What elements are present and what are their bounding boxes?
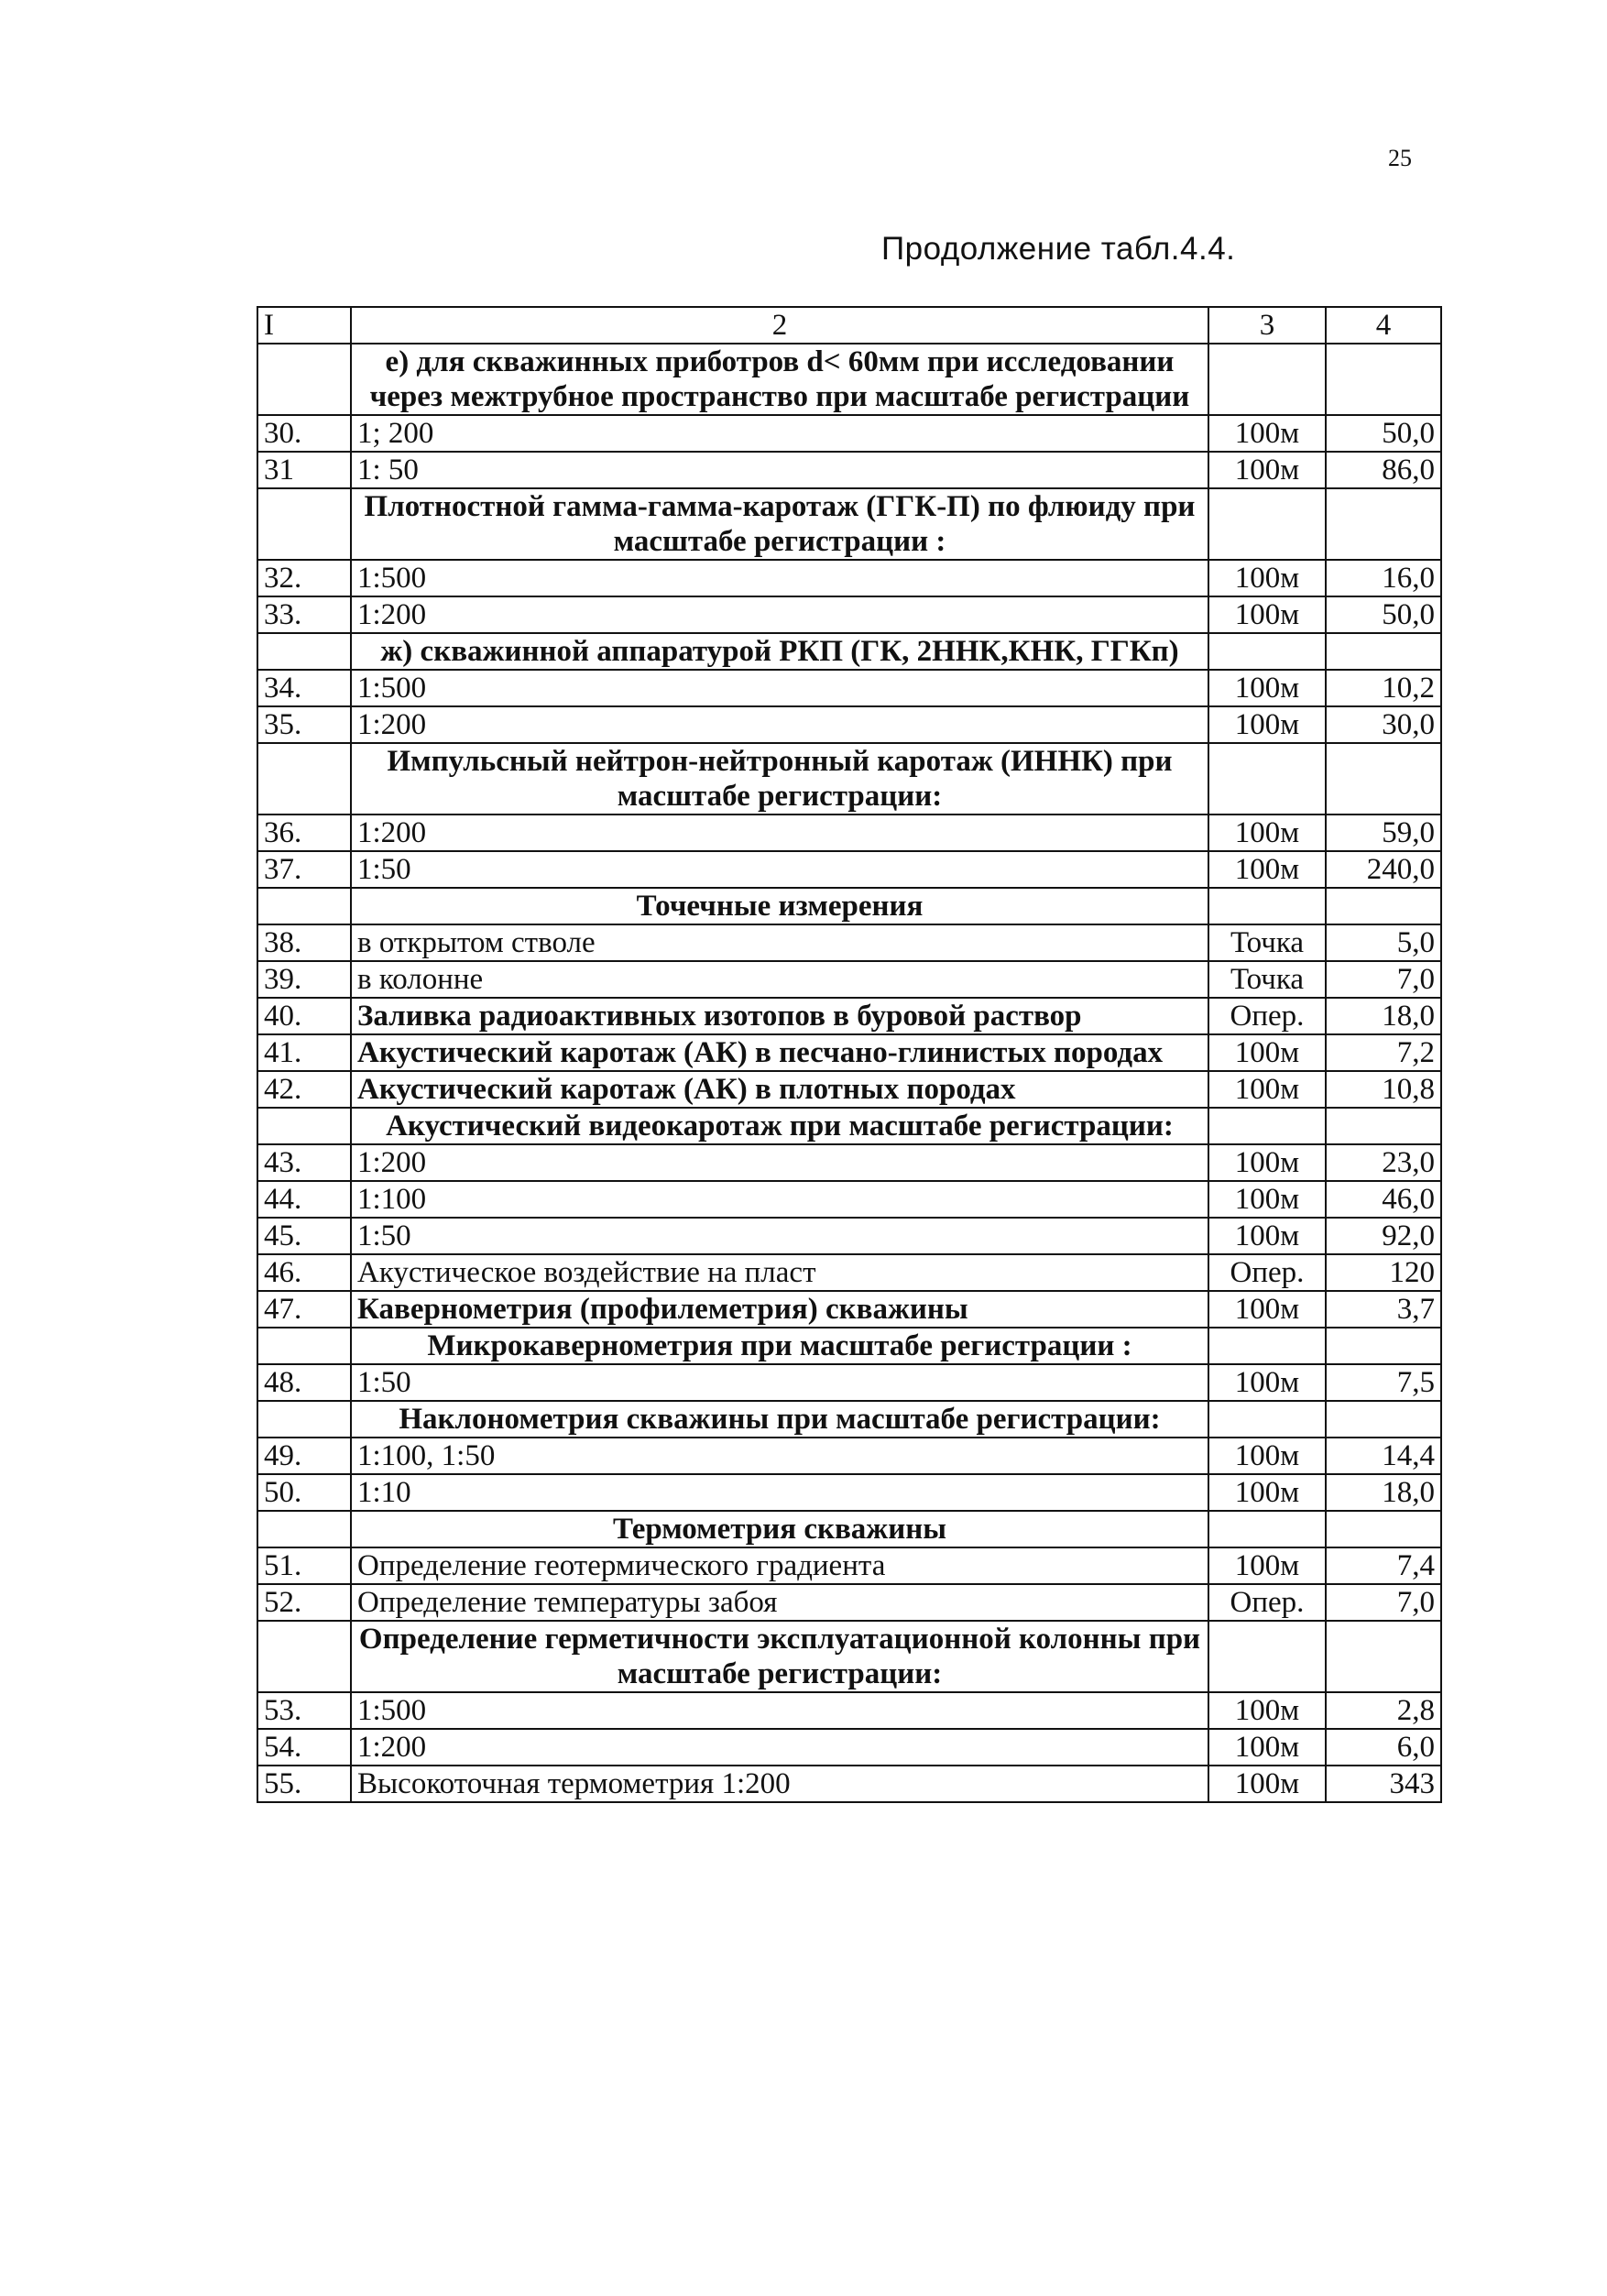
row-value: 14,4 (1326, 1438, 1441, 1474)
section-title: Термометрия скважины (351, 1511, 1208, 1547)
row-unit: 100м (1208, 1692, 1326, 1729)
row-number-empty (257, 1108, 351, 1144)
row-number: 44. (257, 1181, 351, 1218)
value-empty (1326, 1108, 1441, 1144)
row-value: 86,0 (1326, 452, 1441, 488)
row-unit: 100м (1208, 670, 1326, 706)
section-title: Определение герметичности эксплуатационной колонны при масштабе регистрации: (351, 1621, 1208, 1692)
row-unit: 100м (1208, 1474, 1326, 1511)
table-row (257, 1254, 1441, 1291)
section-title: Точечные измерения (351, 888, 1208, 924)
unit-empty (1208, 743, 1326, 815)
row-description: Заливка радиоактивных изотопов в буровой раствор (351, 998, 1208, 1034)
row-value: 120 (1326, 1254, 1441, 1291)
row-description: Определение геотермического градиента (351, 1547, 1208, 1584)
unit-empty (1208, 633, 1326, 670)
row-value: 92,0 (1326, 1218, 1441, 1254)
row-description: в колонне (351, 961, 1208, 998)
section-title: Акустический видеокаротаж при масштабе регистрации: (351, 1108, 1208, 1144)
row-number: 43. (257, 1144, 351, 1181)
row-unit: 100м (1208, 1547, 1326, 1584)
row-value: 50,0 (1326, 415, 1441, 452)
row-description: 1:500 (351, 560, 1208, 596)
row-number: 34. (257, 670, 351, 706)
table-row (257, 1218, 1441, 1254)
value-empty (1326, 1621, 1441, 1692)
row-unit: Опер. (1208, 1584, 1326, 1621)
table-row (257, 851, 1441, 888)
row-unit: Опер. (1208, 1254, 1326, 1291)
row-unit: Опер. (1208, 998, 1326, 1034)
table-row (257, 670, 1441, 706)
row-unit: 100м (1208, 1071, 1326, 1108)
row-number: 35. (257, 706, 351, 743)
row-value: 16,0 (1326, 560, 1441, 596)
row-description: 1:200 (351, 1729, 1208, 1766)
section-row (257, 1108, 1441, 1144)
row-description: Определение температуры забоя (351, 1584, 1208, 1621)
row-description: 1:10 (351, 1474, 1208, 1511)
row-unit: 100м (1208, 1181, 1326, 1218)
table-row (257, 815, 1441, 851)
value-empty (1326, 1511, 1441, 1547)
row-value: 7,4 (1326, 1547, 1441, 1584)
row-number: 53. (257, 1692, 351, 1729)
row-unit: 100м (1208, 596, 1326, 633)
row-number: 55. (257, 1766, 351, 1802)
row-number: 54. (257, 1729, 351, 1766)
row-number-empty (257, 1621, 351, 1692)
row-description: Акустический каротаж (АК) в плотных породах (351, 1071, 1208, 1108)
row-number: 33. (257, 596, 351, 633)
table-row (257, 1034, 1441, 1071)
row-value: 7,5 (1326, 1364, 1441, 1401)
row-description: 1:50 (351, 851, 1208, 888)
value-empty (1326, 888, 1441, 924)
table-row (257, 1144, 1441, 1181)
row-number: 40. (257, 998, 351, 1034)
row-number-empty (257, 1511, 351, 1547)
row-number-empty (257, 888, 351, 924)
row-description: 1:200 (351, 1144, 1208, 1181)
section-row (257, 633, 1441, 670)
rates-table (257, 306, 1442, 1803)
table-row (257, 998, 1441, 1034)
row-value: 3,7 (1326, 1291, 1441, 1328)
row-unit: 100м (1208, 706, 1326, 743)
table-row (257, 452, 1441, 488)
row-value: 6,0 (1326, 1729, 1441, 1766)
unit-empty (1208, 344, 1326, 415)
table-row (257, 1291, 1441, 1328)
row-description: Акустический каротаж (АК) в песчано-глинистых породах (351, 1034, 1208, 1071)
row-description: в открытом стволе (351, 924, 1208, 961)
row-unit: 100м (1208, 1144, 1326, 1181)
row-value: 30,0 (1326, 706, 1441, 743)
row-unit: 100м (1208, 452, 1326, 488)
section-row (257, 488, 1441, 560)
table-row (257, 1729, 1441, 1766)
header-row (257, 307, 1441, 344)
row-description: 1:50 (351, 1364, 1208, 1401)
row-unit: 100м (1208, 1438, 1326, 1474)
row-description: 1; 200 (351, 415, 1208, 452)
unit-empty (1208, 488, 1326, 560)
row-value: 5,0 (1326, 924, 1441, 961)
table-row (257, 415, 1441, 452)
row-unit: 100м (1208, 1729, 1326, 1766)
row-number-empty (257, 344, 351, 415)
section-title: Микрокавернометрия при масштабе регистрации : (351, 1328, 1208, 1364)
row-unit: 100м (1208, 415, 1326, 452)
row-description: 1:50 (351, 1218, 1208, 1254)
row-unit: 100м (1208, 560, 1326, 596)
value-empty (1326, 488, 1441, 560)
row-unit: Точка (1208, 924, 1326, 961)
row-description: 1:100 (351, 1181, 1208, 1218)
row-unit: 100м (1208, 851, 1326, 888)
row-number-empty (257, 1328, 351, 1364)
row-description: 1:500 (351, 670, 1208, 706)
row-number: 37. (257, 851, 351, 888)
table-row (257, 1438, 1441, 1474)
table-row (257, 961, 1441, 998)
header-cell-4: 4 (1326, 307, 1441, 344)
table-caption: Продолжение табл.4.4. (881, 231, 1236, 267)
table-row (257, 1584, 1441, 1621)
section-title: ж) скважинной аппаратурой РКП (ГК, 2ННК,КНК, ГГКп) (351, 633, 1208, 670)
row-value: 7,2 (1326, 1034, 1441, 1071)
row-value: 240,0 (1326, 851, 1441, 888)
row-description: 1:200 (351, 706, 1208, 743)
table-body (257, 307, 1441, 1802)
row-number-empty (257, 633, 351, 670)
value-empty (1326, 344, 1441, 415)
row-number: 32. (257, 560, 351, 596)
section-row (257, 1511, 1441, 1547)
table-row (257, 706, 1441, 743)
header-cell-1: I (257, 307, 351, 344)
row-number: 51. (257, 1547, 351, 1584)
unit-empty (1208, 1511, 1326, 1547)
row-description: 1:500 (351, 1692, 1208, 1729)
row-unit: 100м (1208, 1218, 1326, 1254)
row-number: 31 (257, 452, 351, 488)
table-row (257, 1181, 1441, 1218)
header-cell-2: 2 (351, 307, 1208, 344)
row-number: 38. (257, 924, 351, 961)
row-number: 48. (257, 1364, 351, 1401)
unit-empty (1208, 1621, 1326, 1692)
row-unit: 100м (1208, 1766, 1326, 1802)
row-description: Кавернометрия (профилеметрия) скважины (351, 1291, 1208, 1328)
table-row (257, 560, 1441, 596)
row-number: 52. (257, 1584, 351, 1621)
table-row (257, 1364, 1441, 1401)
table-row (257, 1474, 1441, 1511)
row-number: 39. (257, 961, 351, 998)
row-value: 46,0 (1326, 1181, 1441, 1218)
table-row (257, 596, 1441, 633)
header-cell-3: 3 (1208, 307, 1326, 344)
row-description: Высокоточная термометрия 1:200 (351, 1766, 1208, 1802)
row-number-empty (257, 488, 351, 560)
row-description: 1:100, 1:50 (351, 1438, 1208, 1474)
row-unit: 100м (1208, 1291, 1326, 1328)
row-unit: Точка (1208, 961, 1326, 998)
value-empty (1326, 1401, 1441, 1438)
table-row (257, 1071, 1441, 1108)
row-unit: 100м (1208, 815, 1326, 851)
value-empty (1326, 633, 1441, 670)
row-value: 18,0 (1326, 998, 1441, 1034)
value-empty (1326, 1328, 1441, 1364)
section-row (257, 888, 1441, 924)
row-number: 49. (257, 1438, 351, 1474)
section-title: Плотностной гамма-гамма-каротаж (ГГК-П) по флюиду при масштабе регистрации : (351, 488, 1208, 560)
table-row (257, 924, 1441, 961)
row-number: 36. (257, 815, 351, 851)
unit-empty (1208, 1401, 1326, 1438)
unit-empty (1208, 1328, 1326, 1364)
row-number: 42. (257, 1071, 351, 1108)
row-number: 30. (257, 415, 351, 452)
section-row (257, 344, 1441, 415)
row-value: 10,2 (1326, 670, 1441, 706)
section-row (257, 1621, 1441, 1692)
value-empty (1326, 743, 1441, 815)
row-number: 47. (257, 1291, 351, 1328)
section-title: Наклонометрия скважины при масштабе регистрации: (351, 1401, 1208, 1438)
row-value: 18,0 (1326, 1474, 1441, 1511)
section-title: е) для скважинных приботров d< 60мм при исследовании через межтрубное пространство при масштабе регистрации (351, 344, 1208, 415)
row-description: Акустическое воздействие на пласт (351, 1254, 1208, 1291)
table-row (257, 1547, 1441, 1584)
page-number: 25 (1388, 145, 1412, 171)
row-number-empty (257, 1401, 351, 1438)
row-value: 343 (1326, 1766, 1441, 1802)
row-value: 7,0 (1326, 1584, 1441, 1621)
row-value: 2,8 (1326, 1692, 1441, 1729)
row-value: 50,0 (1326, 596, 1441, 633)
section-row (257, 1401, 1441, 1438)
unit-empty (1208, 888, 1326, 924)
row-description: 1:200 (351, 596, 1208, 633)
row-value: 59,0 (1326, 815, 1441, 851)
section-row (257, 1328, 1441, 1364)
section-title: Импульсный нейтрон-нейтронный каротаж (ИННК) при масштабе регистрации: (351, 743, 1208, 815)
row-number: 41. (257, 1034, 351, 1071)
table-row (257, 1692, 1441, 1729)
row-number: 46. (257, 1254, 351, 1291)
row-number: 50. (257, 1474, 351, 1511)
row-value: 10,8 (1326, 1071, 1441, 1108)
row-value: 23,0 (1326, 1144, 1441, 1181)
section-row (257, 743, 1441, 815)
row-value: 7,0 (1326, 961, 1441, 998)
unit-empty (1208, 1108, 1326, 1144)
table-row (257, 1766, 1441, 1802)
row-number-empty (257, 743, 351, 815)
row-description: 1:200 (351, 815, 1208, 851)
row-description: 1: 50 (351, 452, 1208, 488)
row-unit: 100м (1208, 1034, 1326, 1071)
row-number: 45. (257, 1218, 351, 1254)
row-unit: 100м (1208, 1364, 1326, 1401)
